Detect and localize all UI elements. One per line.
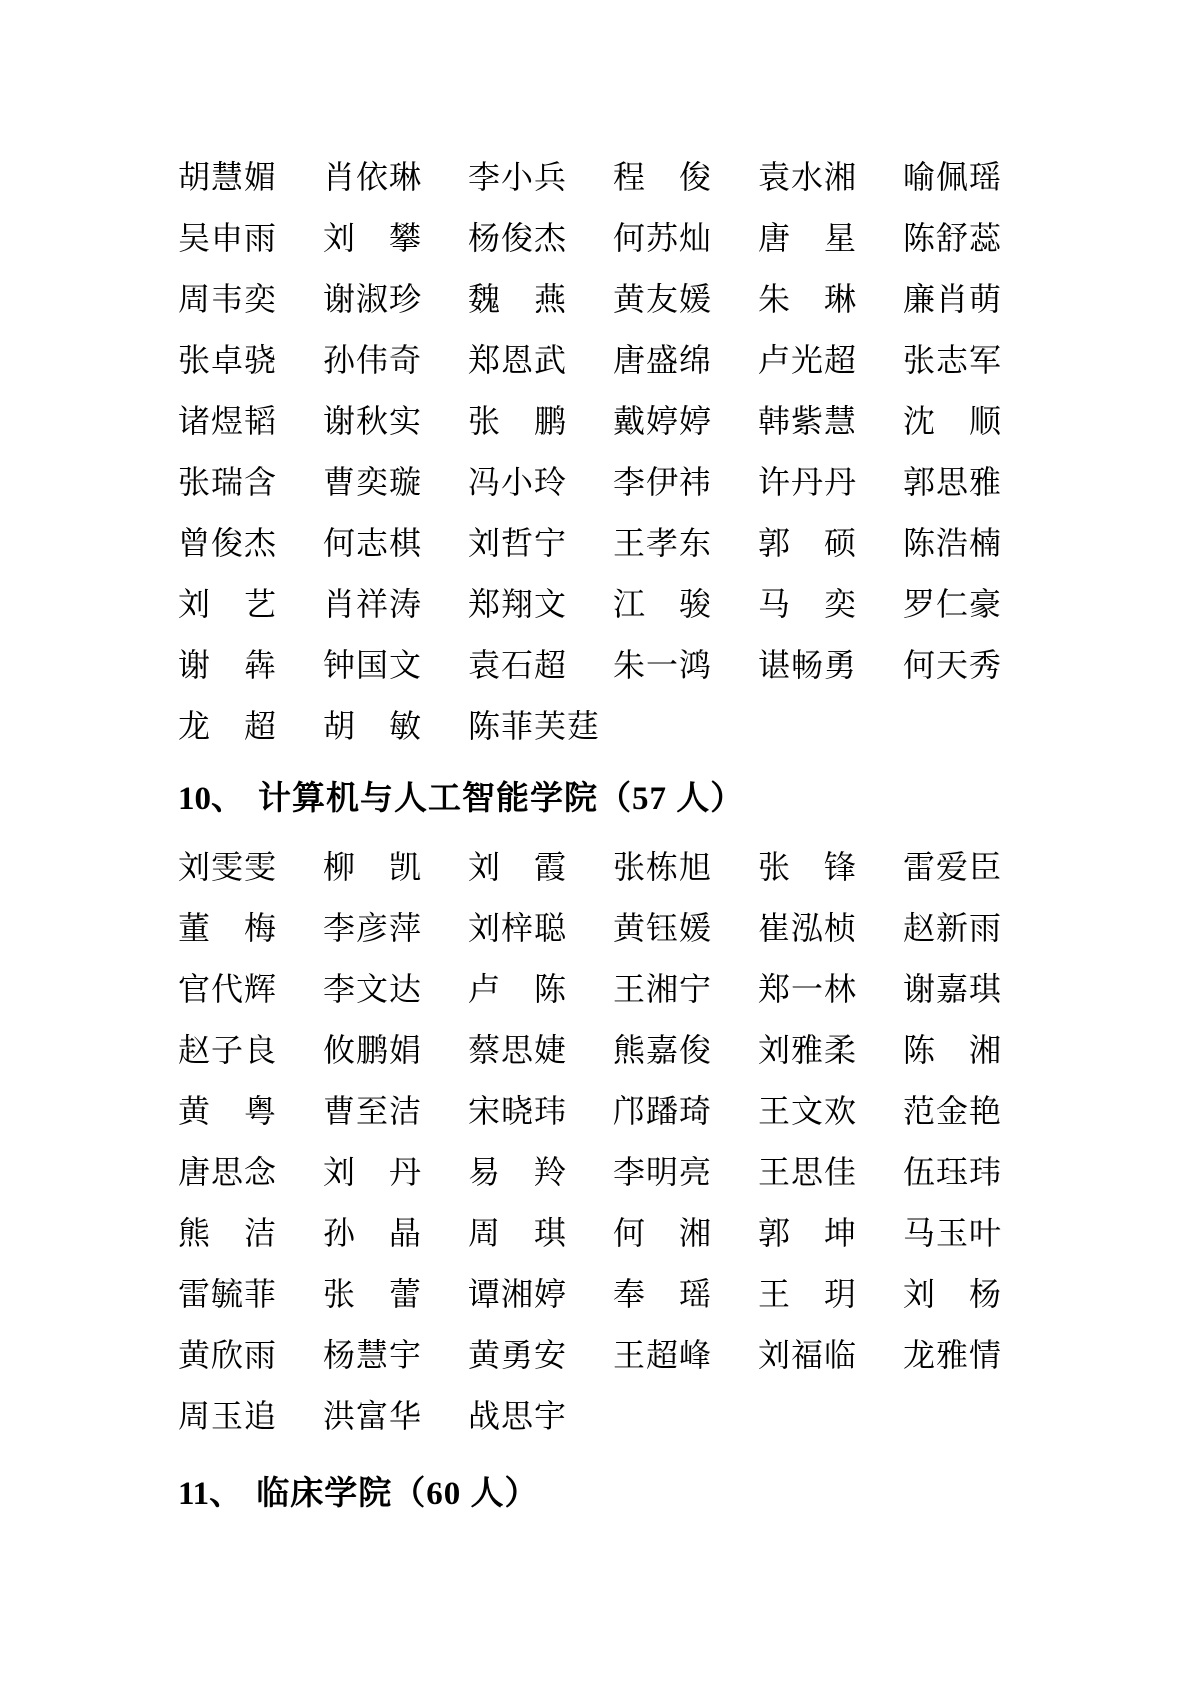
student-name: 廉肖萌	[903, 281, 1003, 317]
student-name: 何 湘	[613, 1215, 713, 1251]
student-name: 周玉追	[178, 1398, 278, 1434]
name-row	[178, 696, 1191, 757]
student-name: 王湘宁	[613, 971, 713, 1007]
student-name: 杨俊杰	[468, 220, 568, 256]
student-name: 吴申雨	[178, 220, 278, 256]
name-row	[178, 330, 1191, 391]
student-name: 袁水湘	[758, 159, 858, 195]
student-name: 郭思雅	[903, 464, 1003, 500]
student-name: 袁石超	[468, 647, 568, 683]
student-name: 刘 丹	[323, 1154, 423, 1190]
student-name: 张志军	[903, 342, 1003, 378]
student-name: 谢 犇	[178, 647, 278, 683]
name-row	[178, 1142, 1191, 1203]
student-name: 洪富华	[323, 1398, 423, 1434]
student-name: 张瑞含	[178, 464, 278, 500]
student-name: 陈舒蕊	[903, 220, 1003, 256]
student-name: 黄钰媛	[613, 910, 713, 946]
student-name: 郭 硕	[758, 525, 858, 561]
student-name: 肖依琳	[323, 159, 423, 195]
name-row	[178, 1081, 1191, 1142]
name-row	[178, 147, 1191, 208]
name-row	[178, 1264, 1191, 1325]
student-name: 熊嘉俊	[613, 1032, 713, 1068]
student-name: 朱一鸿	[613, 647, 713, 683]
student-name: 伍珏玮	[903, 1154, 1003, 1190]
student-name: 李小兵	[468, 159, 568, 195]
section-title: 计算机与人工智能学院（57 人）	[258, 781, 745, 817]
student-name: 周 琪	[468, 1215, 568, 1251]
student-name: 何天秀	[903, 647, 1003, 683]
student-name: 唐思念	[178, 1154, 278, 1190]
student-name: 黄 粤	[178, 1093, 278, 1129]
student-name: 周韦奕	[178, 281, 278, 317]
student-name: 张 蕾	[323, 1276, 423, 1312]
student-name: 刘福临	[758, 1337, 858, 1373]
student-name: 喻佩瑶	[903, 159, 1003, 195]
name-row	[178, 208, 1191, 269]
student-name: 柳 凯	[323, 849, 423, 885]
student-name: 杨慧宇	[323, 1337, 423, 1373]
student-name: 胡 敏	[323, 708, 423, 744]
student-name: 宋晓玮	[468, 1093, 568, 1129]
student-name: 唐盛绵	[613, 342, 713, 378]
student-name: 黄欣雨	[178, 1337, 278, 1373]
student-name: 刘 艺	[178, 586, 278, 622]
student-name: 谢淑珍	[323, 281, 423, 317]
student-name: 陈 湘	[903, 1032, 1003, 1068]
student-name: 郑一林	[758, 971, 858, 1007]
student-name: 王思佳	[758, 1154, 858, 1190]
student-name: 易 羚	[468, 1154, 568, 1190]
student-name: 刘梓聪	[468, 910, 568, 946]
student-name: 马玉叶	[903, 1215, 1003, 1251]
name-row	[178, 1020, 1191, 1081]
student-name: 谢嘉琪	[903, 971, 1003, 1007]
student-name: 奉 瑶	[613, 1276, 713, 1312]
name-row	[178, 269, 1191, 330]
student-name: 雷爱臣	[903, 849, 1003, 885]
student-name: 冯小玲	[468, 464, 568, 500]
student-name: 董 梅	[178, 910, 278, 946]
student-name: 李明亮	[613, 1154, 713, 1190]
name-row	[178, 452, 1191, 513]
student-name: 何志棋	[323, 525, 423, 561]
student-name: 赵子良	[178, 1032, 278, 1068]
name-row	[178, 513, 1191, 574]
student-name: 谢秋实	[323, 403, 423, 439]
student-name: 蔡思婕	[468, 1032, 568, 1068]
student-name: 李文达	[323, 971, 423, 1007]
student-name: 孙伟奇	[323, 342, 423, 378]
section-heading	[178, 1470, 1191, 1518]
student-name: 张卓骁	[178, 342, 278, 378]
student-name: 雷毓菲	[178, 1276, 278, 1312]
student-name: 王超峰	[613, 1337, 713, 1373]
student-name: 刘 杨	[903, 1276, 1003, 1312]
name-row	[178, 391, 1191, 452]
student-name: 龙雅情	[903, 1337, 1003, 1373]
student-name: 卢 陈	[468, 971, 568, 1007]
student-name: 李伊祎	[613, 464, 713, 500]
student-name: 郑翔文	[468, 586, 568, 622]
student-name: 诸煜韬	[178, 403, 278, 439]
student-name: 陈浩楠	[903, 525, 1003, 561]
name-row	[178, 959, 1191, 1020]
student-name: 江 骏	[613, 586, 713, 622]
student-name: 黄友媛	[613, 281, 713, 317]
student-name: 攸鹏娟	[323, 1032, 423, 1068]
student-name: 程 俊	[613, 159, 713, 195]
student-name: 朱 琳	[758, 281, 858, 317]
student-name: 胡慧媚	[178, 159, 278, 195]
student-name: 刘雯雯	[178, 849, 278, 885]
student-name: 魏 燕	[468, 281, 568, 317]
name-row	[178, 1325, 1191, 1386]
section-heading	[178, 775, 1191, 823]
name-row	[178, 635, 1191, 696]
student-name: 卢光超	[758, 342, 858, 378]
student-name: 郑恩武	[468, 342, 568, 378]
name-row	[178, 898, 1191, 959]
student-name: 曾俊杰	[178, 525, 278, 561]
student-name: 谌畅勇	[758, 647, 858, 683]
student-name: 赵新雨	[903, 910, 1003, 946]
student-name: 王文欢	[758, 1093, 858, 1129]
student-name: 张栋旭	[613, 849, 713, 885]
name-row	[178, 574, 1191, 635]
student-name: 戴婷婷	[613, 403, 713, 439]
student-name: 曹至洁	[323, 1093, 423, 1129]
student-name: 罗仁豪	[903, 586, 1003, 622]
student-name: 王 玥	[758, 1276, 858, 1312]
student-name: 刘 攀	[323, 220, 423, 256]
section-number: 11、	[178, 1476, 243, 1512]
student-name: 战思宇	[468, 1398, 568, 1434]
name-row	[178, 1386, 1191, 1447]
student-name: 孙 晶	[323, 1215, 423, 1251]
student-name: 马 奕	[758, 586, 858, 622]
section-number: 10、	[178, 781, 244, 817]
student-name: 刘雅柔	[758, 1032, 858, 1068]
student-name: 李彦萍	[323, 910, 423, 946]
student-name: 张 锋	[758, 849, 858, 885]
student-name: 肖祥涛	[323, 586, 423, 622]
student-name: 熊 洁	[178, 1215, 278, 1251]
section-title: 临床学院（60 人）	[256, 1476, 539, 1512]
student-name: 龙 超	[178, 708, 278, 744]
student-name: 黄勇安	[468, 1337, 568, 1373]
student-name: 陈菲芙莛	[468, 708, 601, 744]
student-name: 刘哲宁	[468, 525, 568, 561]
student-name: 邝蹯琦	[613, 1093, 713, 1129]
student-name: 钟国文	[323, 647, 423, 683]
student-name: 崔泓桢	[758, 910, 858, 946]
student-name: 谭湘婷	[468, 1276, 568, 1312]
student-name: 许丹丹	[758, 464, 858, 500]
student-name: 刘 霞	[468, 849, 568, 885]
student-name: 沈 顺	[903, 403, 1003, 439]
student-name: 范金艳	[903, 1093, 1003, 1129]
student-name: 王孝东	[613, 525, 713, 561]
student-name: 郭 坤	[758, 1215, 858, 1251]
student-name: 官代辉	[178, 971, 278, 1007]
student-name: 唐 星	[758, 220, 858, 256]
student-name: 韩紫慧	[758, 403, 858, 439]
name-row	[178, 1203, 1191, 1264]
student-name: 曹奕璇	[323, 464, 423, 500]
student-name: 何苏灿	[613, 220, 713, 256]
student-name: 张 鹏	[468, 403, 568, 439]
name-row	[178, 837, 1191, 898]
